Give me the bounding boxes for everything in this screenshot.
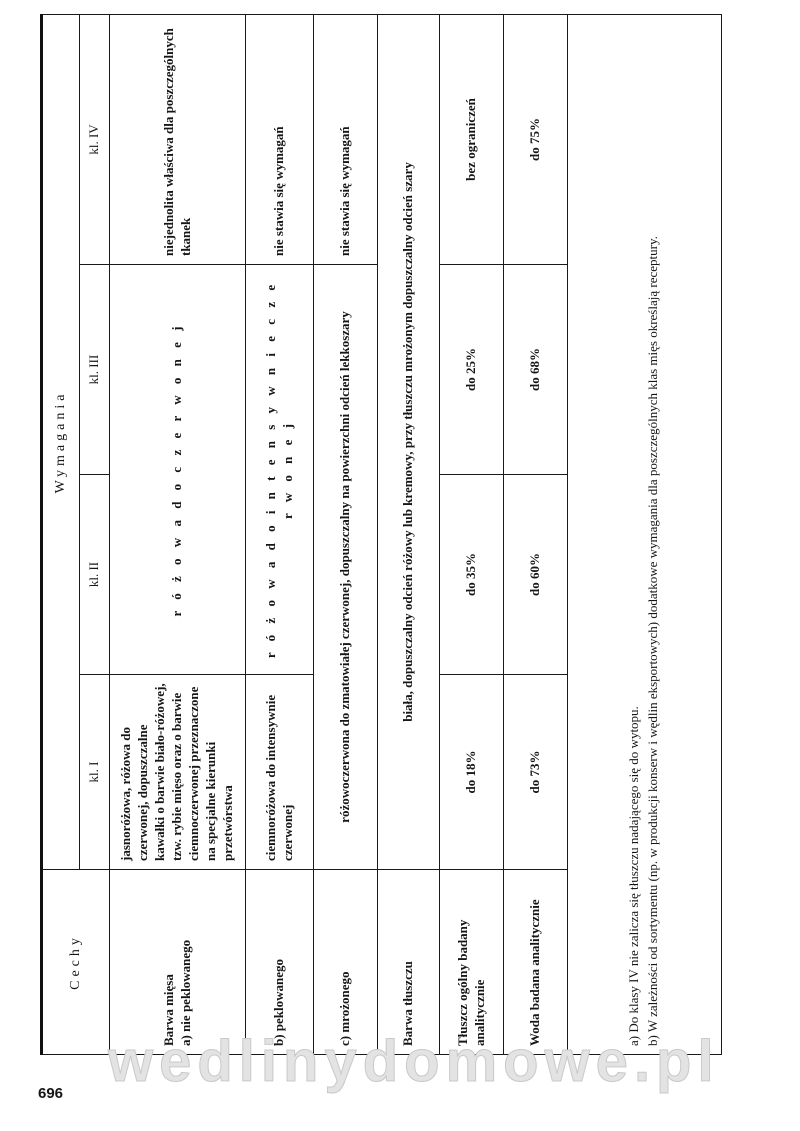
meat-color-label: Barwa mięsa <box>160 974 176 1046</box>
total-fat-kl2: do 35% <box>440 475 504 675</box>
pickled-kl1: ciemnoróżowa do intensywnie czerwonej <box>246 675 314 870</box>
row-meat-color-unpickled-label <box>110 870 246 1055</box>
header-class-1: kl. I <box>80 675 110 870</box>
fat-color-value: biała, dopuszczalny odcień różowy lub kremowy, przy tłuszczu mrożonym dopuszczalny odcień szary <box>378 14 440 869</box>
fat-color-label: Barwa tłuszczu <box>378 870 440 1055</box>
pickled-label: b) peklowanego <box>246 870 314 1055</box>
unpickled-label: a) nie peklowanego <box>177 939 193 1046</box>
pickled-kl4: nie stawia się wymagań <box>246 14 314 264</box>
unpickled-kl4: niejednolita właściwa dla poszczególnych tkanek <box>110 14 246 264</box>
header-class-3: kl. III <box>80 265 110 475</box>
header-requirements: Wymagania <box>42 14 80 869</box>
watermark: wedlinydomowe.pl <box>108 1029 720 1094</box>
frozen-label: c) mrożonego <box>314 870 378 1055</box>
header-class-4: kl. IV <box>80 14 110 264</box>
water-label: Woda badana analitycznie <box>504 870 568 1055</box>
total-fat-label: Tłuszcz ogólny badany analitycznie <box>440 870 504 1055</box>
footnote-a: a) Do klasy IV nie zalicza się tłuszczu nadającego się do wytopu. <box>625 706 641 1046</box>
unpickled-kl1: jasnoróżowa, różowa do czerwonej, dopuszczalne kawałki o barwie biało-różowej, tzw. rybie mięso oraz o barwie ciemnoczerwonej przeznaczone na specjalne kierunki przetwórstwa <box>110 675 246 870</box>
page-number: 696 <box>38 1085 64 1102</box>
water-kl1: do 73% <box>504 675 568 870</box>
frozen-kl4: nie stawia się wymagań <box>314 14 378 264</box>
rotated-table-container <box>40 15 720 1055</box>
total-fat-kl3: do 25% <box>440 265 504 475</box>
footnote-b: b) W zależności od sortymentu (np. w produkcji konserw i wędlin eksportowych) dodatkowe wymagania dla poszczególnych klas mięs określają receptury. <box>644 236 660 1046</box>
total-fat-kl4: bez ograniczeń <box>440 14 504 264</box>
water-kl4: do 75% <box>504 14 568 264</box>
water-kl3: do 68% <box>504 265 568 475</box>
pickled-kl2-kl3: r ó ż o w a d o i n t e n s y w n i e c z e r w o n e j <box>246 265 314 675</box>
unpickled-kl2-kl3: r ó ż o w a d o c z e r w o n e j <box>110 265 246 675</box>
requirements-table <box>40 14 722 1055</box>
header-features: Cechy <box>42 870 110 1055</box>
footnotes <box>568 14 722 1054</box>
frozen-kl1-kl3: różowoczerwona do zmatowiałej czerwonej, dopuszczalny na powierzchni odcień lekkoszary <box>314 265 378 870</box>
header-class-2: kl. II <box>80 475 110 675</box>
water-kl2: do 60% <box>504 475 568 675</box>
total-fat-kl1: do 18% <box>440 675 504 870</box>
